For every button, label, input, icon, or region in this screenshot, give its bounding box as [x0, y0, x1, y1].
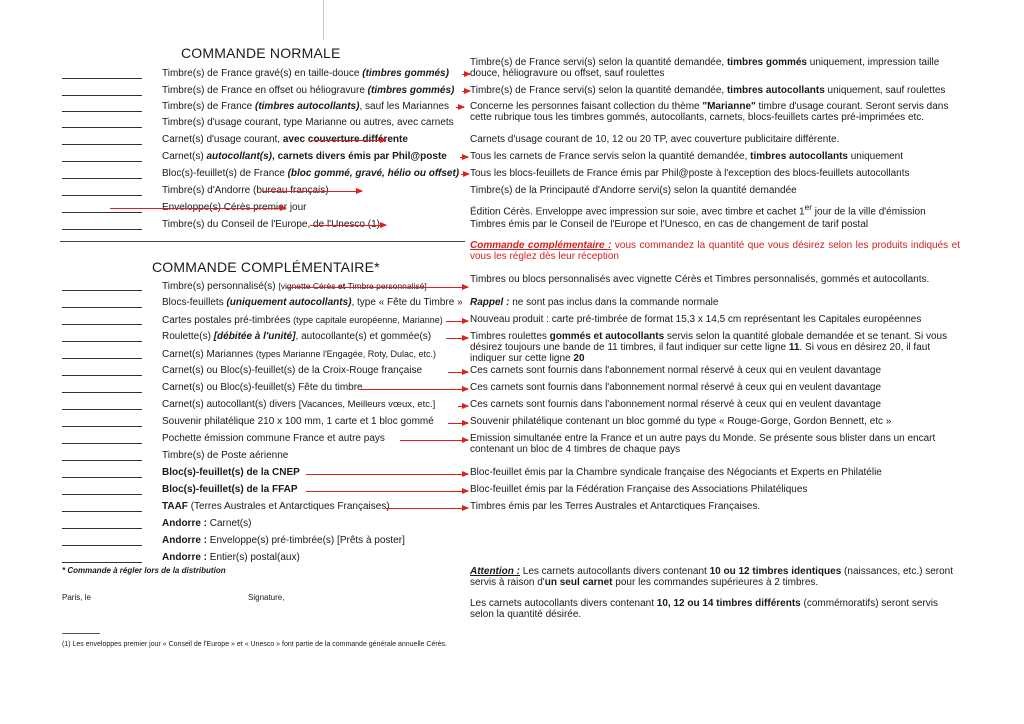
different-stamps-note: Les carnets autocollants divers contenant 10, 12 ou 14 timbres différents (commémoratifs) seront servis selon la quantité désirée. — [470, 598, 938, 620]
order-quantity-field[interactable] — [62, 409, 142, 410]
arrow-pointer — [360, 389, 468, 390]
order-quantity-field[interactable] — [62, 392, 142, 393]
order-item-label: Timbre(s) personnalisé(s) [vignette Cérès et Timbre personnalisé] — [162, 281, 427, 292]
order-item-description: Bloc-feuillet émis par la Fédération Française des Associations Philatéliques — [470, 484, 808, 495]
arrow-pointer — [446, 321, 468, 322]
order-item-label: Carnet(s) autocollant(s) divers [Vacances, Meilleurs vœux, etc.] — [162, 399, 436, 410]
order-quantity-field[interactable] — [62, 290, 142, 291]
arrow-pointer — [448, 372, 468, 373]
arrow-pointer — [448, 423, 468, 424]
complementaire-intro-label: Commande complémentaire : — [470, 240, 612, 251]
order-item-label: Bloc(s)-feuillet(s) de la CNEP — [162, 467, 300, 478]
attention-note — [470, 566, 960, 588]
order-quantity-field[interactable] — [62, 341, 142, 342]
order-item-description: Carnets d'usage courant de 10, 12 ou 20 TP, avec couverture publicitaire différente. — [470, 134, 840, 145]
signature-label: Signature, — [248, 593, 285, 602]
order-quantity-field[interactable] — [62, 443, 142, 444]
arrow-pointer — [386, 508, 468, 509]
order-item-label: Carnet(s) Mariannes (types Marianne l'Engagée, Roty, Dulac, etc.) — [162, 349, 437, 360]
order-item-label: Andorre : Enveloppe(s) pré-timbrée(s) [Prêts à poster] — [162, 535, 405, 546]
order-item-description: Timbres émis par les Terres Australes et Antarctiques Françaises. — [470, 501, 761, 512]
order-item-description: Nouveau produit : carte pré-timbrée de format 15,3 x 14,5 cm représentant les Capitales européennes — [470, 314, 922, 325]
arrow-pointer — [461, 174, 469, 175]
order-quantity-field[interactable] — [62, 545, 142, 546]
order-quantity-field[interactable] — [62, 477, 142, 478]
arrow-pointer — [446, 338, 468, 339]
order-quantity-field[interactable] — [62, 460, 142, 461]
order-item-label: Souvenir philatélique 210 x 100 mm, 1 carte et 1 bloc gommé — [162, 416, 434, 427]
arrow-pointer — [458, 406, 468, 407]
order-quantity-field[interactable] — [62, 78, 142, 79]
order-quantity-field[interactable] — [62, 358, 142, 359]
order-item-description: Ces carnets sont fournis dans l'abonnement normal réservé à ceux qui en veulent davantage — [470, 365, 882, 376]
arrow-pointer — [400, 440, 468, 441]
order-quantity-field[interactable] — [62, 95, 142, 96]
order-item-description: Bloc-feuillet émis par la Chambre syndicale française des Négociants et Experts en Philatélie — [470, 467, 882, 478]
order-quantity-field[interactable] — [62, 144, 142, 145]
order-quantity-field[interactable] — [62, 562, 142, 563]
arrow-pointer — [460, 157, 468, 158]
order-item-description: Rappel : ne sont pas inclus dans la commande normale — [470, 297, 719, 308]
order-item-description: Timbre(s) de France servi(s) selon la quantité demandée, timbres autocollants uniquement, sauf roulettes — [470, 85, 946, 96]
order-item-description: Souvenir philatélique contenant un bloc gommé du type « Rouge-Gorge, Gordon Bennett, etc » — [470, 416, 892, 427]
order-item-description: Timbres ou blocs personnalisés avec vignette Cérès et Timbres personnalisés, gommés et autocollants. — [470, 274, 930, 285]
order-item-label: Carnet(s) d'usage courant, avec couverture différente — [162, 134, 408, 145]
order-quantity-field[interactable] — [62, 195, 142, 196]
order-item-description: Emission simultanée entre la France et un autre pays du Monde. Se présente sous blister dans un encart contenant un bloc de 4 timbres de chaque pays — [470, 433, 936, 455]
order-quantity-field[interactable] — [62, 111, 142, 112]
order-item-description: Timbre(s) de la Principauté d'Andorre servi(s) selon la quantité demandée — [470, 185, 797, 196]
arrow-pointer — [110, 208, 286, 209]
order-item-label: Carnet(s) ou Bloc(s)-feuillet(s) Fête du timbre — [162, 382, 363, 393]
arrow-pointer — [306, 491, 468, 492]
order-quantity-field[interactable] — [62, 375, 142, 376]
section-divider — [60, 241, 465, 242]
order-item-description: Tous les carnets de France servis selon la quantité demandée, timbres autocollants uniquement — [470, 151, 904, 162]
section-title-complementaire: COMMANDE COMPLÉMENTAIRE* — [152, 259, 380, 275]
order-quantity-field[interactable] — [62, 127, 142, 128]
footnote: (1) Les enveloppes premier jour « Conseil de l'Europe » et « Unesco » font partie de la commande générale annuelle Cérès. — [62, 641, 448, 648]
order-quantity-field[interactable] — [62, 324, 142, 325]
order-item-label: Blocs-feuillets (uniquement autocollants), type « Fête du Timbre » — [162, 297, 463, 308]
complementaire-intro — [470, 240, 960, 262]
paris-date-label: Paris, le — [62, 593, 91, 602]
order-item-label: Roulette(s) [débitée à l'unité], autocollante(s) et gommée(s) — [162, 331, 432, 342]
attention-text: Les carnets autocollants divers contenant 10 ou 12 timbres identiques (naissances, etc.) seront servis à raison d'un seul carnet pour les commandes supérieures à 2 timbres. — [470, 566, 953, 588]
arrow-pointer — [462, 91, 470, 92]
order-item-label: Timbre(s) d'usage courant, type Marianne ou autres, avec carnets — [162, 117, 454, 128]
arrow-pointer — [456, 107, 464, 108]
order-item-label: Timbre(s) d'Andorre (bureau français) — [162, 185, 329, 196]
order-quantity-field[interactable] — [62, 494, 142, 495]
order-item-label: Timbre(s) du Conseil de l'Europe, de l'Unesco (1) — [162, 219, 380, 230]
order-item-label: Andorre : Carnet(s) — [162, 518, 252, 529]
order-item-label: Bloc(s)-feuillet(s) de la FFAP — [162, 484, 298, 495]
order-item-description: Timbres émis par le Conseil de l'Europe et l'Unesco, en cas de changement de tarif postal — [470, 219, 869, 230]
page-fold-line — [323, 0, 324, 40]
order-item-description: Timbres roulettes gommés et autocollants servis selon la quantité globale demandée et se tenant. Si vous désirez toujours une bande de 11 timbres, il faut indiquer sur cette ligne 11. Si vous en désirez 20, il faut indiquer sur cette ligne 20 — [470, 331, 948, 364]
order-item-label: TAAF (Terres Australes et Antarctiques Françaises) — [162, 501, 390, 512]
order-item-label: Timbre(s) de France en offset ou héliogravure (timbres gommés) — [162, 85, 455, 96]
order-quantity-field[interactable] — [62, 178, 142, 179]
order-quantity-field[interactable] — [62, 511, 142, 512]
order-item-label: Timbre(s) de France gravé(s) en taille-douce (timbres gommés) — [162, 68, 449, 79]
order-item-label: Timbre(s) de France (timbres autocollants), sauf les Mariannes — [162, 101, 449, 112]
order-item-description: Édition Cérès. Enveloppe avec impression sur soie, avec timbre et cachet 1er jour de la ville d'émission — [470, 202, 926, 218]
order-quantity-field[interactable] — [62, 528, 142, 529]
arrow-pointer — [306, 474, 468, 475]
arrow-pointer — [462, 74, 470, 75]
order-item-description: Ces carnets sont fournis dans l'abonnement normal réservé à ceux qui en veulent davantage — [470, 399, 882, 410]
order-item-label: Carnet(s) autocollant(s), carnets divers émis par Phil@poste — [162, 151, 447, 162]
footnote-rule — [62, 633, 100, 634]
order-item-label: Carnet(s) ou Bloc(s)-feuillet(s) de la Croix-Rouge française — [162, 365, 423, 376]
arrow-pointer — [262, 191, 362, 192]
order-item-label: Timbre(s) de Poste aérienne — [162, 450, 289, 461]
arrow-pointer — [311, 140, 386, 141]
order-item-label: Enveloppe(s) Cérès premier jour — [162, 202, 307, 213]
order-quantity-field[interactable] — [62, 307, 142, 308]
complementaire-intro-text: vous commandez la quantité que vous désirez selon les produits indiqués et vous les réglez dès leur réception — [470, 240, 960, 262]
arrow-pointer — [286, 287, 468, 288]
attention-label: Attention : — [470, 566, 520, 577]
order-item-description: Tous les blocs-feuillets de France émis par Phil@poste à l'exception des blocs-feuillets autocollants — [470, 168, 910, 179]
order-item-label: Pochette émission commune France et autre pays — [162, 433, 385, 444]
order-item-label: Andorre : Entier(s) postal(aux) — [162, 552, 300, 563]
order-item-description: Concerne les personnes faisant collection du thème "Marianne" timbre d'usage courant. Seront servis dans cette rubrique tous les timbres gommés, autocollants, carnets, blocs-feuillets cartes pré-imprimées etc. — [470, 101, 949, 123]
order-item-description: Timbre(s) de France servi(s) selon la quantité demandée, timbres gommés uniquement, impression taille douce, héliogravure ou offset, sauf roulettes — [470, 57, 940, 79]
order-quantity-field[interactable] — [62, 212, 142, 213]
distribution-note: * Commande à régler lors de la distribution — [62, 566, 226, 575]
order-item-description: Ces carnets sont fournis dans l'abonnement normal réservé à ceux qui en veulent davantage — [470, 382, 882, 393]
order-quantity-field[interactable] — [62, 426, 142, 427]
section-title-normale: COMMANDE NORMALE — [181, 45, 341, 61]
order-quantity-field[interactable] — [62, 229, 142, 230]
order-item-label: Bloc(s)-feuillet(s) de France (bloc gommé, gravé, hélio ou offset) — [162, 168, 460, 179]
order-item-label: Cartes postales pré-timbrées (type capitale européenne, Marianne) — [162, 315, 443, 326]
arrow-pointer — [310, 225, 386, 226]
order-quantity-field[interactable] — [62, 161, 142, 162]
